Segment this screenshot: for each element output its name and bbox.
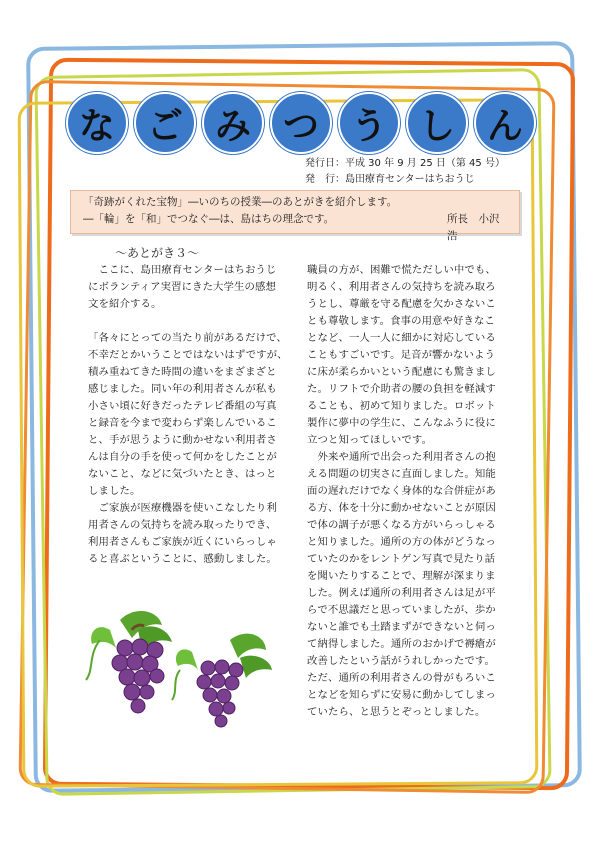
text-line: らで不思議だと思っていましたが、歩か <box>307 604 496 616</box>
text-line: る方、体を十分に動かせないことが原因 <box>307 502 496 514</box>
text-line: ここに、島田療育センターはちおうじ <box>88 264 277 276</box>
title-char: つ <box>270 92 332 154</box>
text-line: と、手が思うように動かせない利用者さ <box>88 434 277 446</box>
title-char: し <box>406 92 468 154</box>
text-line: ていたら、と思うとぞっとしました。 <box>307 706 486 718</box>
text-line: 明るく、利用者さんの気持ちを読み取ろ <box>307 281 496 293</box>
director-signature: 所長 小沢 浩 <box>447 213 510 242</box>
intro-box <box>70 190 520 242</box>
text-line: に床が柔らかいという配慮にも驚きまし <box>307 366 496 378</box>
grape-bunch-right <box>172 634 272 727</box>
title-char: ん <box>474 92 536 154</box>
title-char: ご <box>134 92 196 154</box>
text-line: ないこと、などに気づいたとき、はっと <box>88 468 277 480</box>
text-line <box>88 313 293 330</box>
text-line: こともすごいです。足音が響かないよう <box>307 349 495 361</box>
text-line: て納得しました。通所のおかげで褥瘡が <box>307 638 496 650</box>
text-line: にボランティア実習にきた大学生の感想 <box>88 281 276 293</box>
text-line: と知りました。通所の方の体がどうなっ <box>307 536 496 548</box>
text-line: となど、一人一人に細かに対応している <box>307 332 496 344</box>
text-line: 積み重ねてきた時間の違いをまざまざと <box>88 366 277 378</box>
text-line: んは自分の手を使って何かをしたことが <box>88 451 277 463</box>
text-line: とも尊敬します。食事の用意や好きなこ <box>307 315 495 327</box>
grapes-illustration <box>80 600 290 730</box>
text-line: 製作に夢中の学生に、こんなふうに役に <box>307 417 496 429</box>
left-column <box>88 262 293 568</box>
title-char: な <box>66 92 128 154</box>
text-line: しました。 <box>88 485 141 497</box>
intro-line-1: 「奇跡がくれた宝物」―いのちの授業―のあとがきを紹介します。 <box>83 196 398 208</box>
text-line: 「各々にとっての当たり前があるだけで、 <box>88 332 287 344</box>
text-line: 改善したという話がうれしかったです。 <box>307 655 495 667</box>
text-line: 立つと知ってほしいです。 <box>307 434 433 446</box>
issue-date: 発行日：平成 30 年 9 月 25 日（第 45 号） <box>305 158 505 169</box>
text-line: した。例えば通所の利用者さんは足が平 <box>307 587 496 599</box>
text-line: ると喜ぶということに、感動しました。 <box>88 553 277 565</box>
newsletter-title <box>66 92 536 154</box>
title-char: み <box>202 92 264 154</box>
text-line: ただ、通所の利用者さんの骨がもろいこ <box>307 672 496 684</box>
intro-line-2: ―「輪」を「和」でつなぐ―は、島はちの理念です。 <box>83 213 335 225</box>
text-line: で体の調子が悪くなる方がいらっしゃる <box>307 519 496 531</box>
publisher: 発 行：島田療育センターはちおうじ <box>305 174 475 185</box>
text-line: 感じました。同い年の利用者さんが私も <box>88 383 277 395</box>
right-column <box>307 262 515 721</box>
text-line: 不幸だとかいうことではないはずですが、 <box>88 349 288 361</box>
text-line: と録音を今まで変わらず楽しんでいるこ <box>88 417 277 429</box>
text-line: となどを知らずに安易に動かしてしまっ <box>307 689 496 701</box>
text-line: を聞いたりすることで、理解が深まりま <box>307 570 496 582</box>
text-line: 小さい頃に好きだったテレビ番組の写真 <box>88 400 277 412</box>
text-line: 面の遅れだけでなく身体的な合併症があ <box>307 485 496 497</box>
text-line: 外来や通所で出会った利用者さんの抱 <box>307 451 496 463</box>
text-line: ご家族が医療機器を使いこなしたり利 <box>88 502 277 514</box>
text-line: える問題の切実さに直面しました。知能 <box>307 468 496 480</box>
publication-info <box>305 156 505 188</box>
text-line: ることも、初めて知りました。ロボット <box>307 400 496 412</box>
text-line: うとし、尊厳を守る配慮を欠かさないこ <box>307 298 496 310</box>
text-line: 利用者さんもご家族が近くにいらっしゃ <box>88 536 277 548</box>
text-line: ていたのかをレントゲン写真で見たり話 <box>307 553 496 565</box>
text-line: ないと誰でも土踏まずができないと伺っ <box>307 621 496 633</box>
text-line: た。リフトで介助者の腰の負担を軽減す <box>307 383 496 395</box>
grape-bunch-left <box>86 611 172 713</box>
text-line: 用者さんの気持ちを読み取ったりでき、 <box>88 519 277 531</box>
text-line: 職員の方が、困難で慌ただしい中でも、 <box>307 264 496 276</box>
title-char: う <box>338 92 400 154</box>
text-line: 文を紹介する。 <box>88 298 162 310</box>
section-title: ～あとがき３～ <box>115 246 200 260</box>
